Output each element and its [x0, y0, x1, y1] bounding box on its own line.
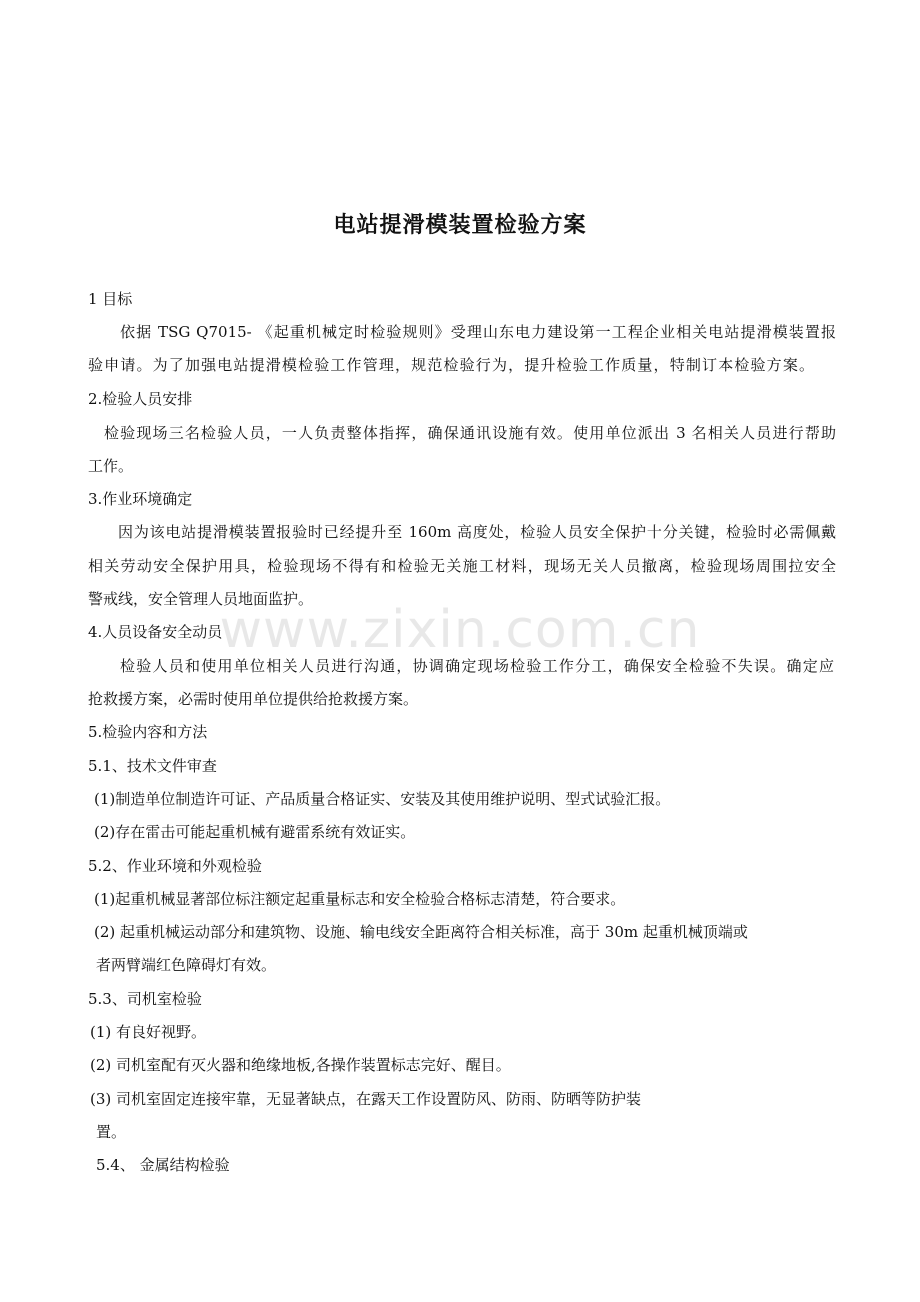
paragraph-line: 检验现场三名检验人员，一人负责整体指挥，确保通讯设施有效。使用单位派出 3 名相关人员进行帮助 [104, 424, 836, 442]
section-heading-1: 1 目标 [88, 290, 133, 308]
section-heading-5: 5.检验内容和方法 [88, 723, 208, 741]
paragraph-line: 警戒线，安全管理人员地面监护。 [88, 590, 314, 608]
list-item: (3) 司机室固定连接牢靠，无显著缺点，在露天工作设置防风、防雨、防晒等防护装 [90, 1090, 642, 1108]
paragraph-line: 依据 TSG Q7015- 《起重机械定时检验规则》受理山东电力建设第一工程企业相关电站提滑模装置报 [120, 323, 836, 341]
document-title: 电站提滑模装置检验方案 [333, 213, 587, 238]
paragraph-line: 工作。 [88, 457, 134, 475]
list-item-continuation: 置。 [96, 1123, 127, 1141]
subsection-heading-5-3: 5.3、司机室检验 [88, 990, 202, 1008]
paragraph-line: 检验人员和使用单位相关人员进行沟通，协调确定现场检验工作分工，确保安全检验不失误。确定应 [120, 657, 834, 675]
subsection-heading-5-1: 5.1、技术文件审查 [88, 757, 217, 775]
subsection-heading-5-4: 5.4、 金属结构检验 [96, 1156, 230, 1174]
paragraph-line: 抢救援方案，必需时使用单位提供给抢救援方案。 [88, 690, 419, 708]
paragraph-line: 相关劳动安全保护用具，检验现场不得有和检验无关施工材料，现场无关人员撤离，检验现场周围拉安全 [88, 557, 836, 575]
section-heading-2: 2.检验人员安排 [88, 390, 193, 408]
list-item: (2) 起重机械运动部分和建筑物、设施、输电线安全距离符合相关标准，高于 30m 起重机械顶端或 [94, 923, 748, 941]
list-item: (1)制造单位制造许可证、产品质量合格证实、安装及其使用维护说明、型式试验汇报。 [94, 790, 671, 808]
paragraph-line: 因为该电站提滑模装置报验时已经提升至 160m 高度处，检验人员安全保护十分关键，检验时必需佩戴 [118, 523, 836, 541]
list-item: (1) 有良好视野。 [90, 1023, 207, 1041]
paragraph-line: 验申请。为了加强电站提滑模检验工作管理，规范检验行为，提升检验工作质量，特制订本检验方案。 [88, 356, 814, 374]
subsection-heading-5-2: 5.2、作业环境和外观检验 [88, 857, 262, 875]
list-item: (1)起重机械显著部位标注额定起重量标志和安全检验合格标志清楚，符合要求。 [94, 890, 626, 908]
list-item: (2)存在雷击可能起重机械有避雷系统有效证实。 [94, 823, 416, 841]
watermark: www.zixin.com.cn [219, 600, 701, 660]
section-heading-4: 4.人员设备安全动员 [88, 623, 223, 641]
list-item: (2) 司机室配有灭火器和绝缘地板,各操作装置标志完好、醒目。 [90, 1056, 511, 1074]
list-item-continuation: 者两臂端红色障碍灯有效。 [96, 956, 277, 974]
section-heading-3: 3.作业环境确定 [88, 490, 193, 508]
